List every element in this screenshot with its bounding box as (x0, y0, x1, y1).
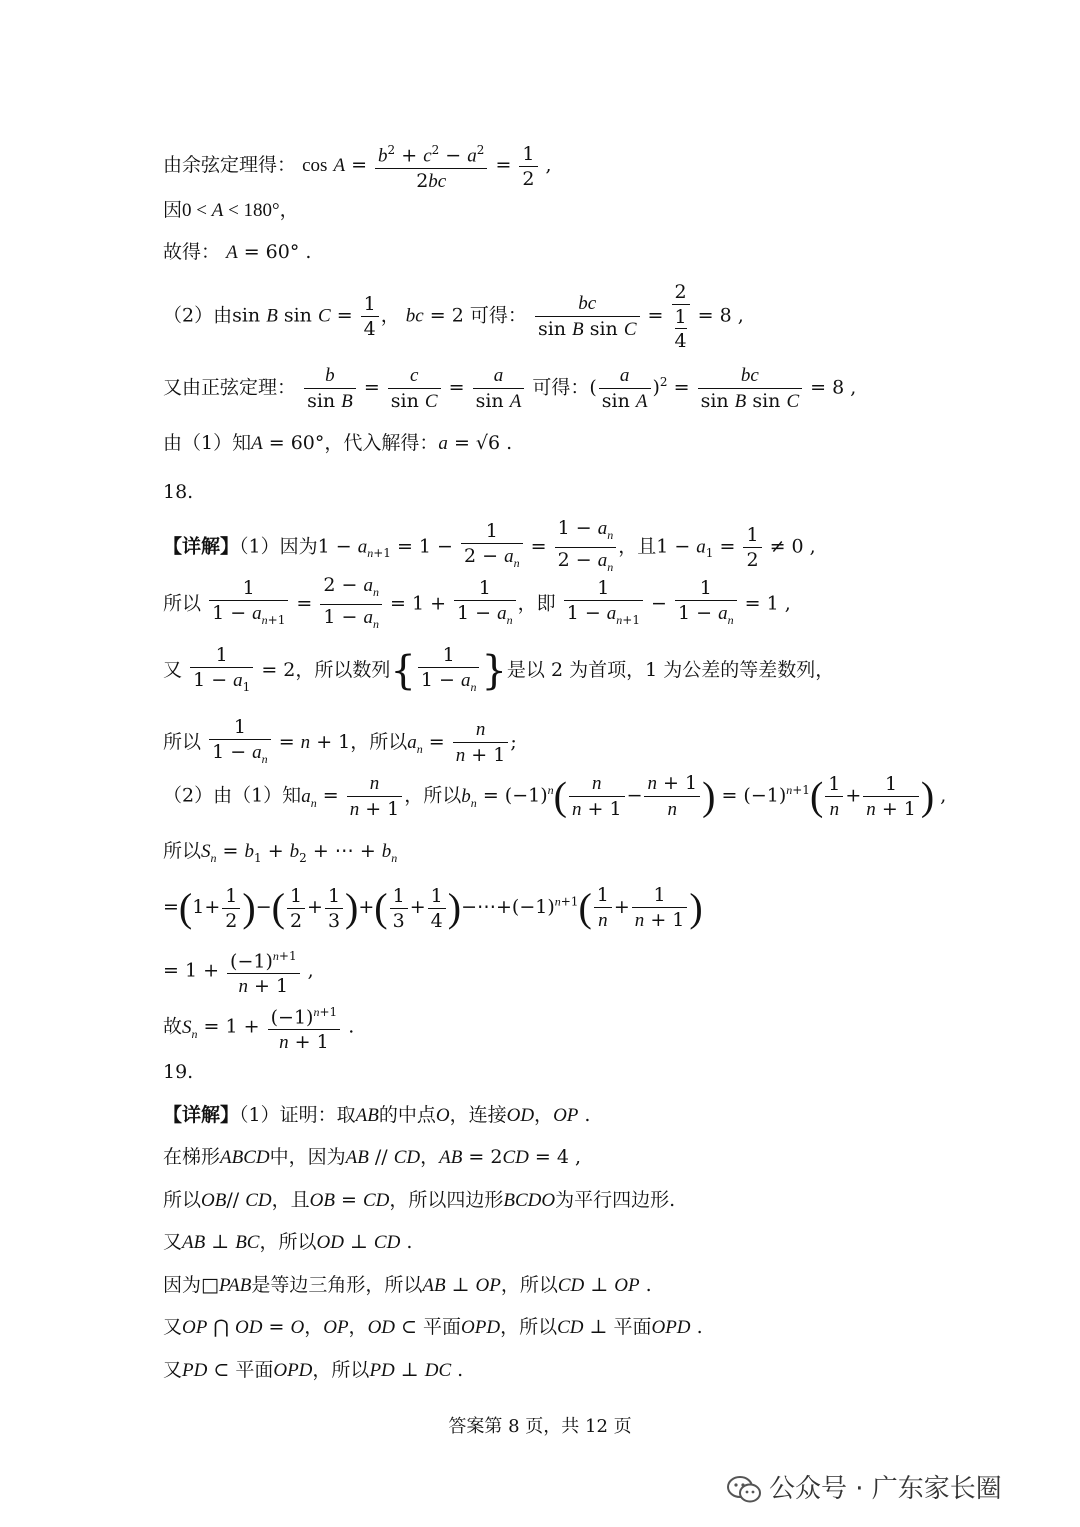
q19-line5: 因为□PAB是等边三角形，所以AB ⊥ OP，所以CD ⊥ OP . (163, 1274, 652, 1296)
q19-line4: 又AB ⊥ BC，所以OD ⊥ CD . (163, 1231, 413, 1253)
law-of-cosines-line: 由余弦定理得： cos A = $\frac{b^2 + c^2 - a^2}{2bc}$ = $\frac{1}{2}$ , (163, 138, 552, 194)
result-a-line: 由（1）知A = 60°，代入解得：a = √6 . (163, 432, 513, 454)
q18-detail-line1: 【详解】（1）因为$1 - a_{n+1} = 1$ − $\frac{1}{2 - a_n}$ = $\frac{1 - a_n}{2 - a_n}$ ，且$1 - a_1$ = $\frac{1}{2}$ ≠ 0 , (163, 517, 816, 574)
q18-detail-line4: 所以 $\frac{1}{1 - a_n}$ = n + 1，所以$a_n$ = $\frac{n}{n + 1}$ ; (163, 716, 517, 767)
q18-detail-line2: 所以 $\frac{1}{1 - a_{n+1}}$ = $\frac{2 - a_n}{1 - a_n}$ = 1 + $\frac{1}{1 - a_n}$ ，即 $\frac{1}{1 - a_{n+1}}$ − $\frac{1}{1 - a_n}$ = 1 , (163, 574, 791, 631)
q19-line2: 在梯形ABCD中，因为AB // CD，AB = 2CD = 4 , (163, 1146, 582, 1168)
q18-conclusion-line: 故$S_n = 1$ + $\frac{(-1)^{n+1}}{n + 1}$ . (163, 1000, 354, 1055)
q18-sum-line: 所以$S_n = b_1 + b_2$ + ⋯ + $b_n$ (163, 840, 398, 865)
watermark-text: 公众号 · 广东家长圈 (769, 1474, 1002, 1504)
part2-line: （2）由sin B sin C = $\frac{1}{4}$ ， bc = 2 可得： $\frac{bc}{\text{sin B sin C}}$ = 2 1 4 = 8 , (163, 281, 744, 352)
question-19-number: 19. (163, 1061, 194, 1083)
q19-line3: 所以OB// CD，且OB = CD，所以四边形BCDO为平行四边形. (163, 1189, 676, 1211)
law-of-sines-line: 又由正弦定理： $\frac{b}{\text{sin B}}$ = $\frac{c}{\text{sin C}}$ = $\frac{a}{\text{sin A}}$ 可得：( $\frac{a}{\text{sin A}}$ )$^2$ = $\frac{bc}{\text{sin B sin C}}$ = 8 , (163, 365, 857, 412)
q18-detail-line3: 又 $\frac{1}{1 - a_1}$ = 2，所以数列{ $\frac{1}{1 - a_n}$ }是以 2 为首项，1 为公差的等差数列， (163, 644, 835, 694)
q18-expansion-line: =(1+ $\frac{1}{2}$ )−( $\frac{1}{2}$ + $\frac{1}{3}$ )+( $\frac{1}{3}$ + $\frac{1}{4}$ )$-\cdots+(-1)^{n+1}$( $\frac{1}{n}$ + $\frac{1}{n + 1}$ ) (163, 884, 703, 932)
q18-simplify-line: = 1 + $\frac{(-1)^{n+1}}{n + 1}$ , (163, 944, 314, 999)
watermark (727, 1468, 1002, 1505)
q19-line7: 又PD ⊂ 平面OPD，所以PD ⊥ DC . (163, 1359, 464, 1381)
q18-part2-line: （2）由（1）知$a_n$ = $\frac{n}{n + 1}$ ，所以$b_n = (-1)^n$( $\frac{n}{n + 1}$ − $\frac{n + 1}{n}$ ) = $(-1)^{n+1}$( $\frac{1}{n}$ + $\frac{1}{n + 1}$ ) , (163, 772, 947, 820)
q19-line1: 【详解】（1）证明：取AB的中点O，连接OD，OP . (163, 1104, 591, 1126)
angle-range-line: 因0 < A < 180°， (163, 199, 299, 221)
question-18-number: 18. (163, 481, 194, 503)
angle-result-line: 故得： A = 60° . (163, 241, 312, 263)
wechat-icon (727, 1475, 761, 1505)
page-footer: 答案第 8 页，共 12 页 (448, 1416, 632, 1437)
q19-line6: 又OP ⋂ OD = O，OP，OD ⊂ 平面OPD，所以CD ⊥ 平面OPD . (163, 1316, 703, 1338)
